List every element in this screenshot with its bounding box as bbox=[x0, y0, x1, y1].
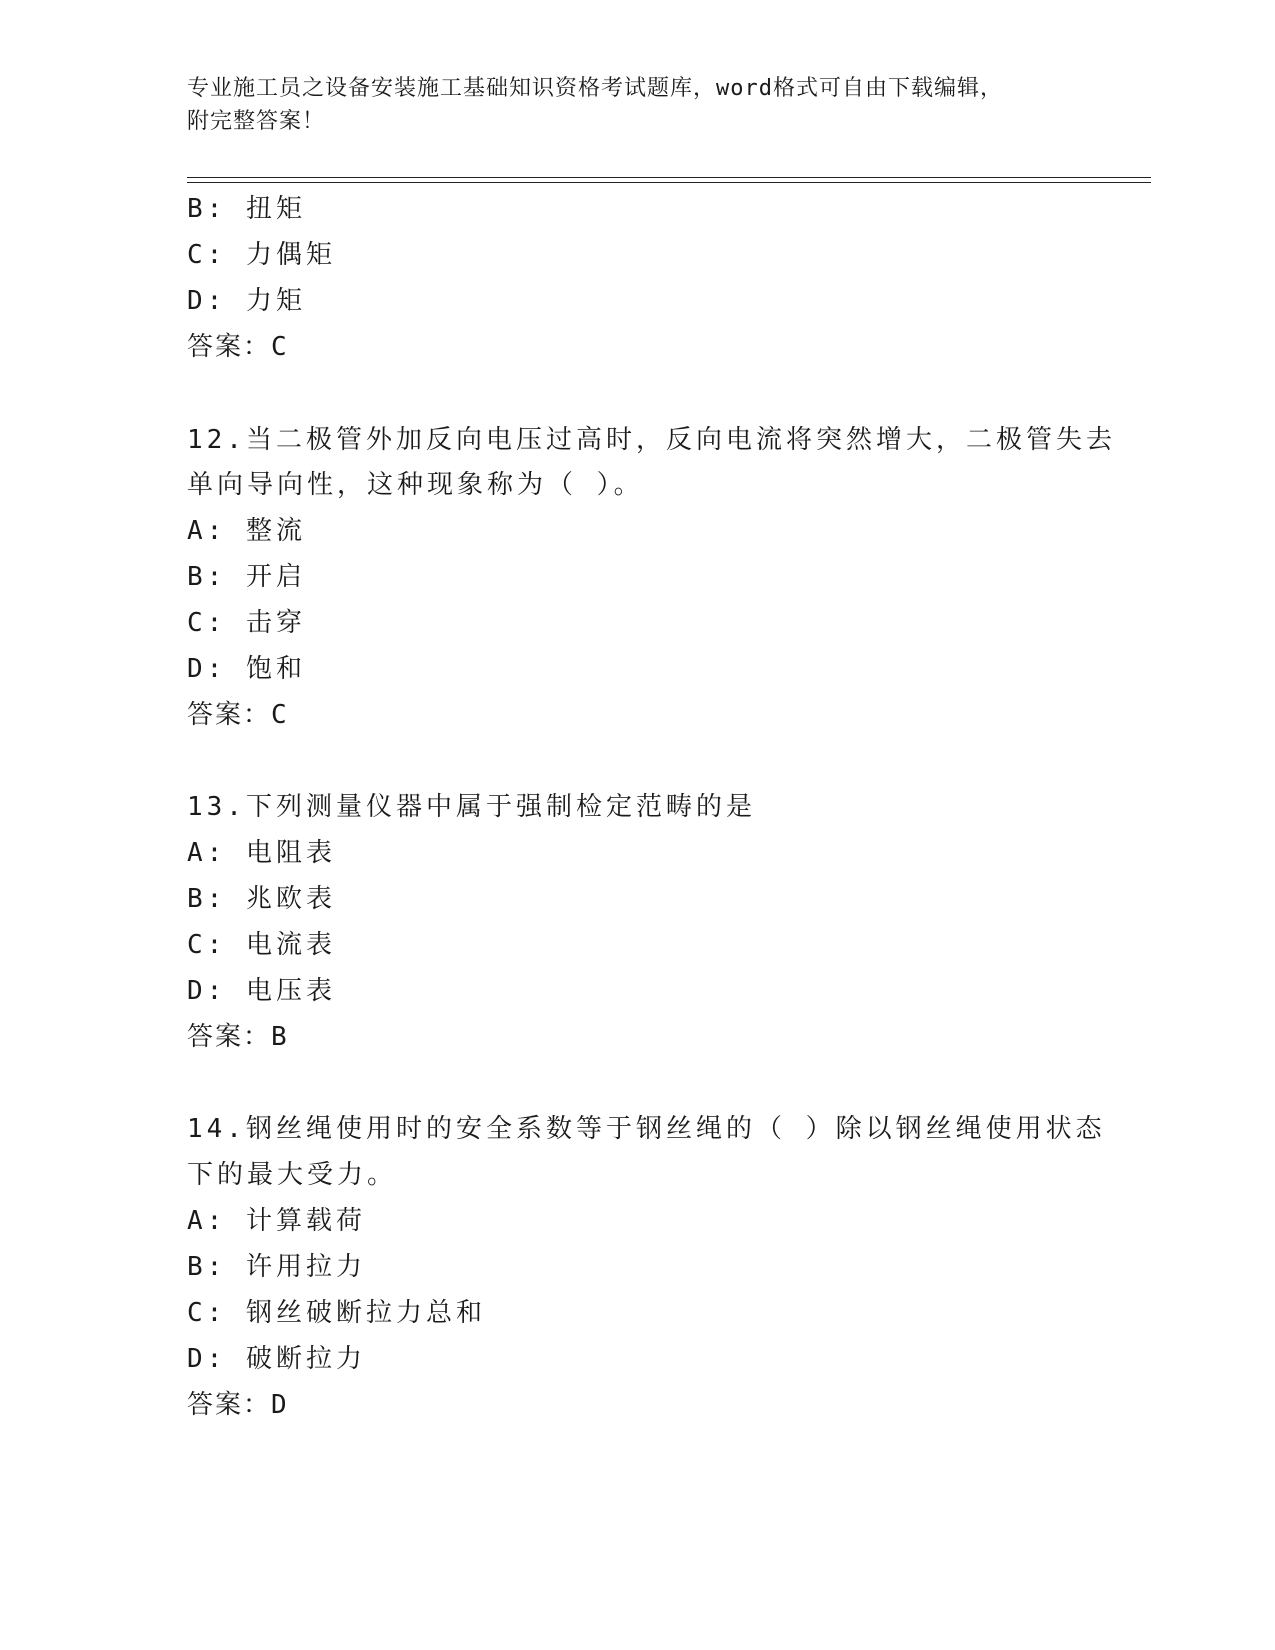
option-c: C: 电流表 bbox=[187, 930, 336, 960]
document-header bbox=[187, 72, 1087, 138]
option-b: B: 开启 bbox=[187, 562, 306, 592]
question-stem: 单向导向性，这种现象称为（ ）。 bbox=[187, 470, 644, 500]
option-a: A: 整流 bbox=[187, 516, 306, 546]
answer: 答案：C bbox=[187, 700, 289, 730]
option-d: D: 破断拉力 bbox=[187, 1344, 366, 1374]
answer: 答案：C bbox=[187, 332, 289, 362]
option-d: D: 饱和 bbox=[187, 654, 306, 684]
option-d: D: 电压表 bbox=[187, 976, 336, 1006]
question-stem: 12.当二极管外加反向电压过高时，反向电流将突然增大，二极管失去 bbox=[187, 425, 1116, 455]
question-stem: 13.下列测量仪器中属于强制检定范畴的是 bbox=[187, 792, 756, 822]
option-b: B: 许用拉力 bbox=[187, 1252, 366, 1282]
option-c: C: 击穿 bbox=[187, 608, 306, 638]
option-b: B: 扭矩 bbox=[187, 194, 306, 224]
header-line-1: 专业施工员之设备安装施工基础知识资格考试题库，word格式可自由下载编辑， bbox=[187, 76, 1003, 101]
question-stem: 下的最大受力。 bbox=[187, 1160, 398, 1190]
answer: 答案：B bbox=[187, 1022, 289, 1052]
option-a: A: 电阻表 bbox=[187, 838, 336, 868]
option-c: C: 钢丝破断拉力总和 bbox=[187, 1298, 486, 1328]
option-b: B: 兆欧表 bbox=[187, 884, 336, 914]
option-a: A: 计算载荷 bbox=[187, 1206, 366, 1236]
header-divider-top bbox=[187, 177, 1151, 178]
option-c: C: 力偶矩 bbox=[187, 240, 336, 270]
header-line-2: 附完整答案！ bbox=[187, 109, 326, 134]
option-d: D: 力矩 bbox=[187, 286, 306, 316]
header-divider-bottom bbox=[187, 182, 1151, 183]
question-stem: 14.钢丝绳使用时的安全系数等于钢丝绳的（ ）除以钢丝绳使用状态 bbox=[187, 1114, 1106, 1144]
answer: 答案：D bbox=[187, 1390, 289, 1420]
